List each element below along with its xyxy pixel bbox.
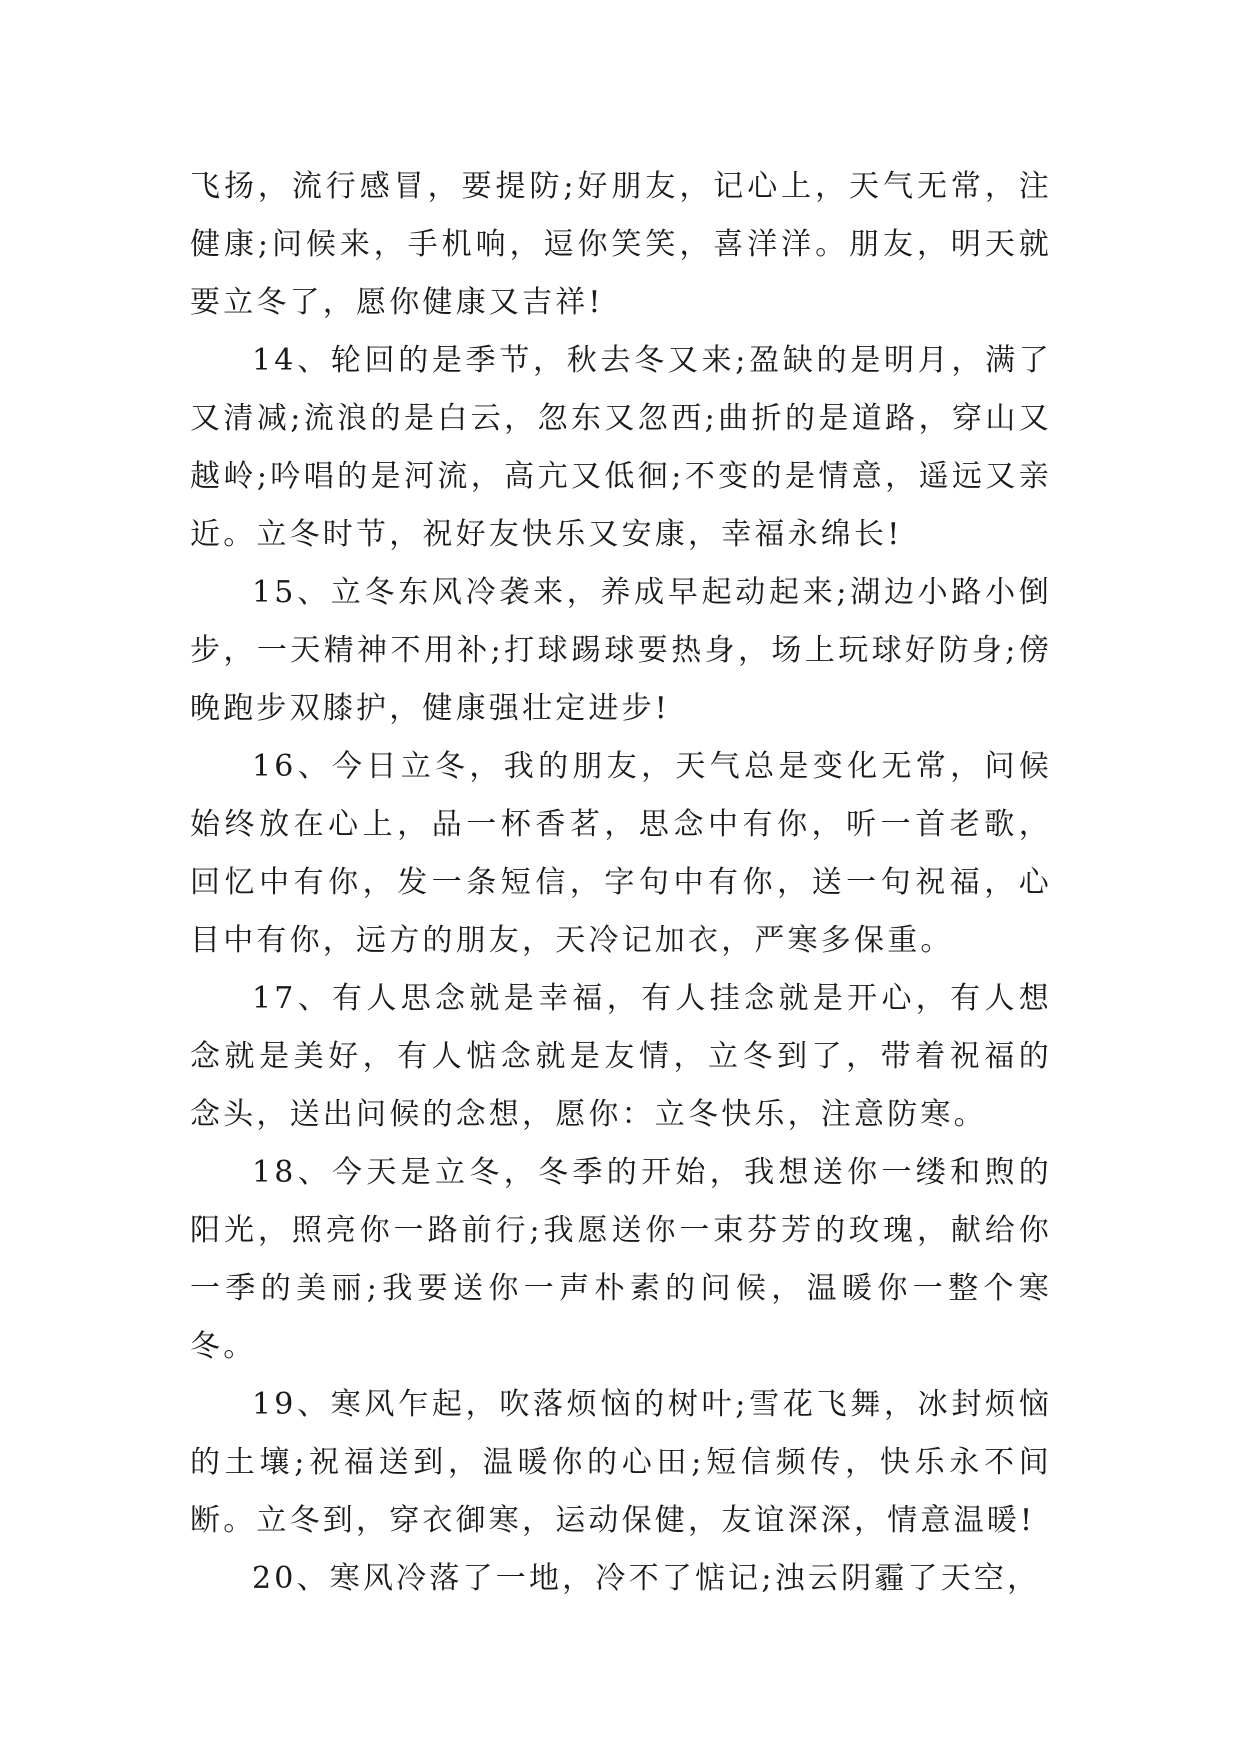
paragraph-19: 19、寒风乍起，吹落烦恼的树叶;雪花飞舞，冰封烦恼的土壤;祝福送到，温暖你的心田;短信频传，快乐永不间断。立冬到，穿衣御寒，运动保健，友谊深深，情意温暖! — [190, 1387, 1052, 1538]
paragraph-continuation: 飞扬，流行感冒，要提防;好朋友，记心上，天气无常，注健康;问候来，手机响，逗你笑笑，喜洋洋。朋友，明天就要立冬了，愿你健康又吉祥! — [190, 169, 1052, 320]
paragraph-16: 16、今日立冬，我的朋友，天气总是变化无常，问候始终放在心上，品一杯香茗，思念中有你，听一首老歌，回忆中有你，发一条短信，字句中有你，送一句祝福，心目中有你，远方的朋友，天冷记加衣，严寒多保重。 — [190, 749, 1052, 958]
paragraph-20: 20、寒风冷落了一地，冷不了惦记;浊云阴霾了天空， — [252, 1561, 1041, 1596]
paragraph-15: 15、立冬东风冷袭来，养成早起动起来;湖边小路小倒步，一天精神不用补;打球踢球要热身，场上玩球好防身;傍晚跑步双膝护，健康强壮定进步! — [190, 575, 1052, 726]
paragraph-18: 18、今天是立冬，冬季的开始，我想送你一缕和煦的阳光，照亮你一路前行;我愿送你一束芬芳的玫瑰，献给你一季的美丽;我要送你一声朴素的问候，温暖你一整个寒冬。 — [190, 1155, 1052, 1364]
paragraph-17: 17、有人思念就是幸福，有人挂念就是开心，有人想念就是美好，有人惦念就是友情，立冬到了，带着祝福的念头，送出问候的念想，愿你：立冬快乐，注意防寒。 — [190, 981, 1052, 1132]
document-body — [190, 158, 1052, 1608]
paragraph-14: 14、轮回的是季节，秋去冬又来;盈缺的是明月，满了又清减;流浪的是白云，忽东又忽西;曲折的是道路，穿山又越岭;吟唱的是河流，高亢又低徊;不变的是情意，遥远又亲近。立冬时节，祝好友快乐又安康，幸福永绵长! — [190, 343, 1052, 552]
